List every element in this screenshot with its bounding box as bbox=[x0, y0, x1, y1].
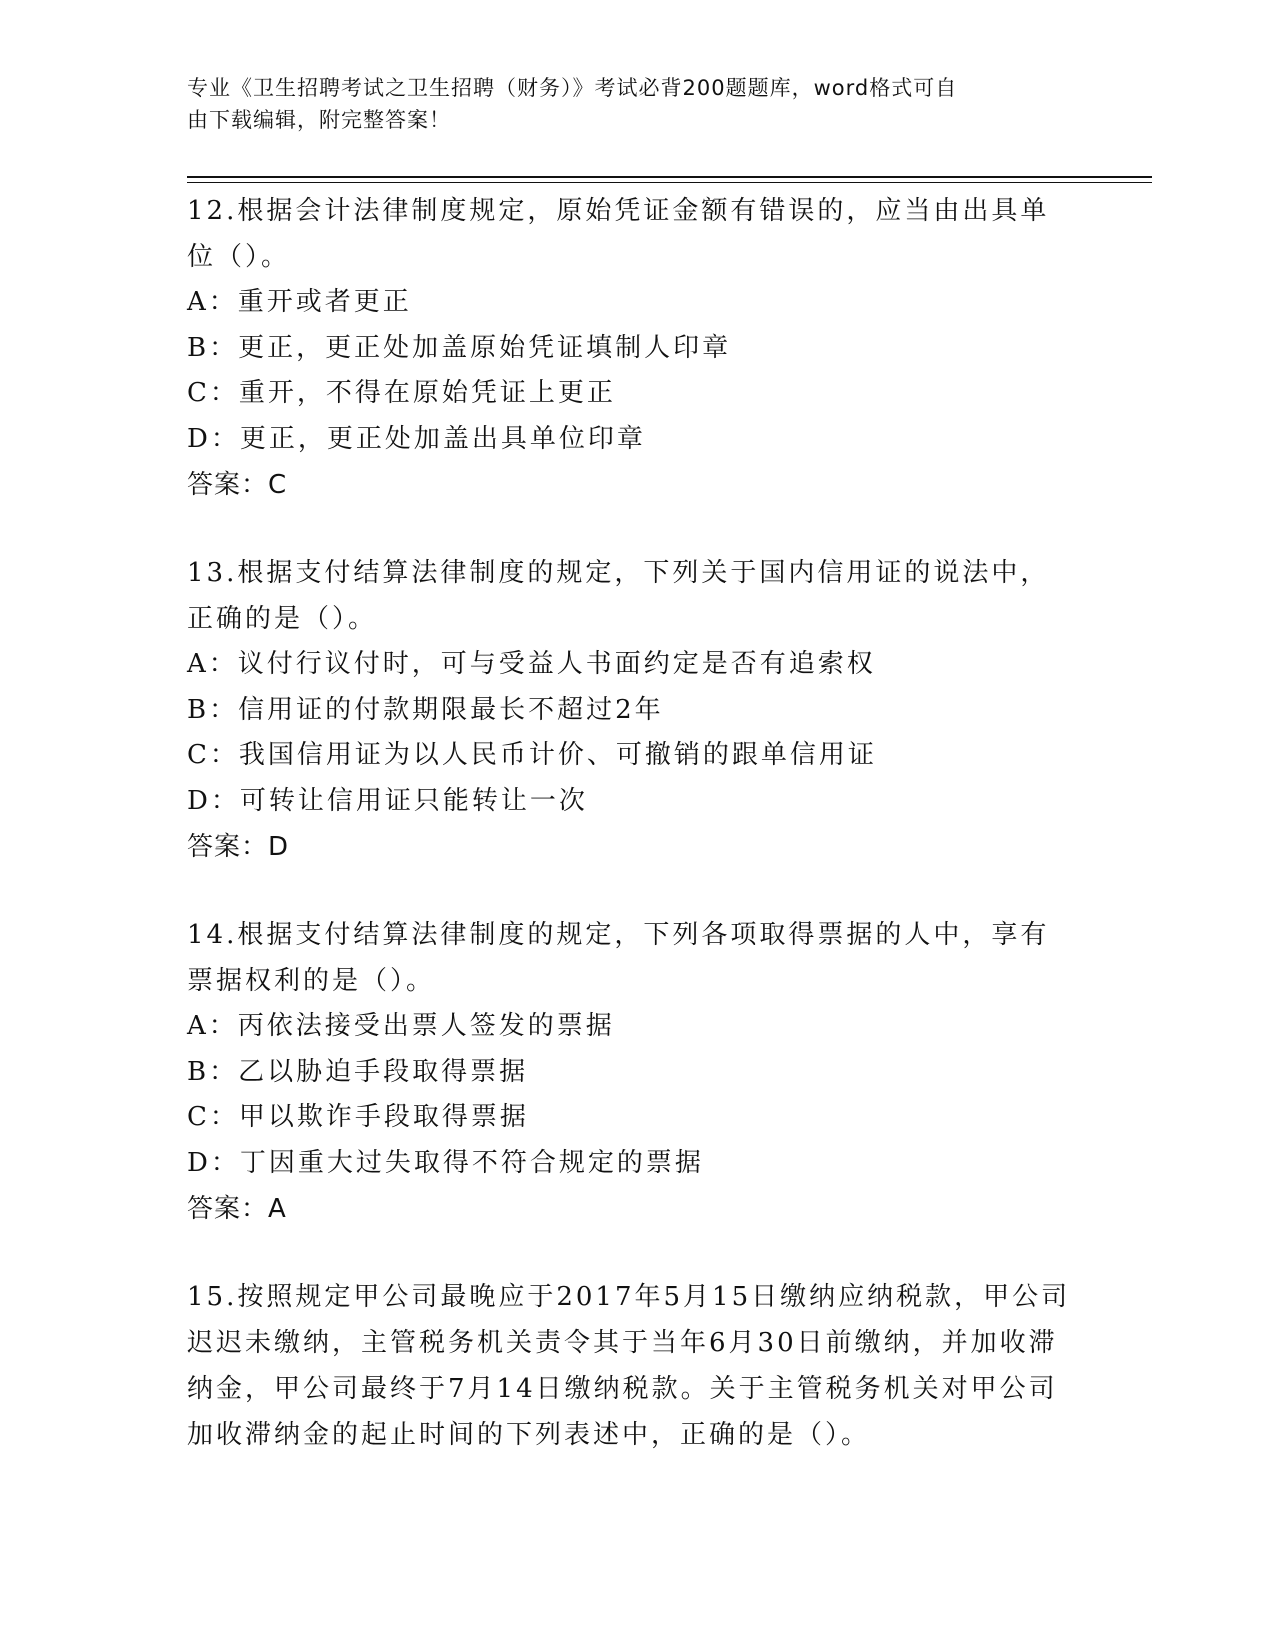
header-line-1: 专业《卫生招聘考试之卫生招聘（财务）》考试必背200题题库，word格式可自 bbox=[187, 76, 958, 100]
question-15 bbox=[187, 1274, 1072, 1458]
answer: 答案：C bbox=[187, 470, 288, 500]
document-header bbox=[187, 72, 1067, 136]
answer: 答案：D bbox=[187, 832, 290, 862]
option-d: D：更正，更正处加盖出具单位印章 bbox=[187, 423, 646, 454]
question-text: 14.根据支付结算法律制度的规定，下列各项取得票据的人中，享有票据权利的是（）。 bbox=[187, 920, 1050, 996]
option-c: C：我国信用证为以人民币计价、可撤销的跟单信用证 bbox=[187, 740, 877, 770]
option-d: D：丁因重大过失取得不符合规定的票据 bbox=[187, 1147, 704, 1178]
answer: 答案：A bbox=[187, 1194, 287, 1224]
question-13 bbox=[187, 550, 1072, 870]
option-d: D：可转让信用证只能转让一次 bbox=[187, 785, 588, 816]
header-divider-thick bbox=[187, 176, 1152, 178]
header-line-2: 由下载编辑，附完整答案！ bbox=[187, 108, 451, 132]
question-text: 13.根据支付结算法律制度的规定，下列关于国内信用证的说法中，正确的是（）。 bbox=[187, 558, 1050, 634]
question-14 bbox=[187, 912, 1072, 1232]
question-12 bbox=[187, 188, 1072, 508]
option-c: C：重开，不得在原始凭证上更正 bbox=[187, 378, 616, 408]
option-b: B：乙以胁迫手段取得票据 bbox=[187, 1056, 529, 1087]
option-a: A：议付行议付时，可与受益人书面约定是否有追索权 bbox=[187, 649, 876, 679]
question-text: 12.根据会计法律制度规定，原始凭证金额有错误的，应当由出具单位（）。 bbox=[187, 196, 1050, 272]
question-text: 15.按照规定甲公司最晚应于2017年5月15日缴纳应纳税款，甲公司迟迟未缴纳，主管税务机关责令其于当年6月30日前缴纳，并加收滞纳金，甲公司最终于7月14日缴纳税款。关于主管税务机关对甲公司加收滞纳金的起止时间的下列表述中，正确的是（）。 bbox=[187, 1282, 1071, 1450]
option-c: C：甲以欺诈手段取得票据 bbox=[187, 1102, 529, 1132]
question-list bbox=[187, 188, 1072, 1500]
option-b: B：信用证的付款期限最长不超过2年 bbox=[187, 694, 664, 725]
option-a: A：重开或者更正 bbox=[187, 287, 412, 317]
option-b: B：更正，更正处加盖原始凭证填制人印章 bbox=[187, 332, 732, 363]
header-divider-thin bbox=[187, 182, 1152, 183]
option-a: A：丙依法接受出票人签发的票据 bbox=[187, 1011, 615, 1041]
